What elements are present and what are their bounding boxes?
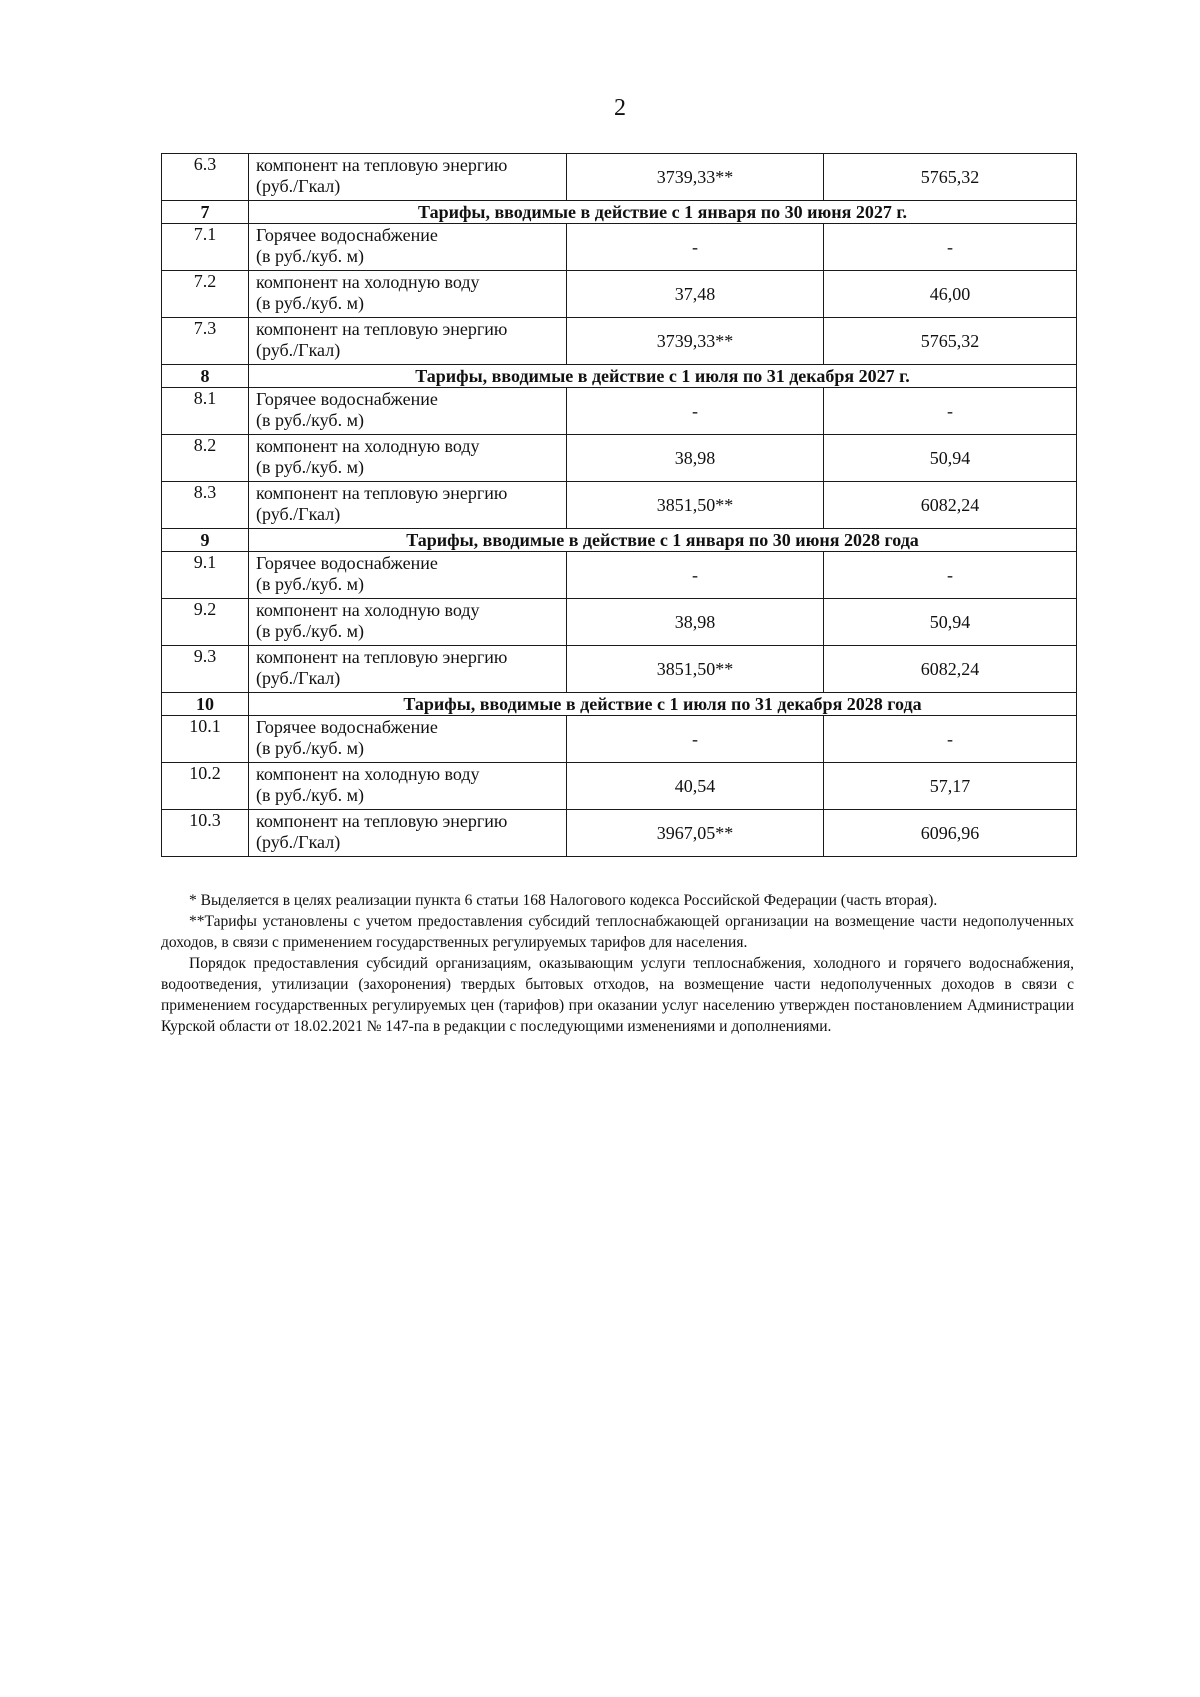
row-name xyxy=(249,224,567,271)
row-value-2: 50,94 xyxy=(824,435,1077,482)
row-name xyxy=(249,763,567,810)
section-title: Тарифы, вводимые в действие с 1 июля по 31 декабря 2027 г. xyxy=(249,365,1077,388)
row-name xyxy=(249,599,567,646)
table-row xyxy=(162,763,1077,810)
table-row xyxy=(162,482,1077,529)
row-name-line: компонент на холодную воду xyxy=(256,600,480,620)
section-title: Тарифы, вводимые в действие с 1 января по 30 июня 2027 г. xyxy=(249,201,1077,224)
row-number: 9.2 xyxy=(162,599,249,646)
footnote-single-star: * Выделяется в целях реализации пункта 6 статьи 168 Налогового кодекса Российской Федерации (часть вторая). xyxy=(189,892,938,909)
row-value-2: - xyxy=(824,224,1077,271)
row-name xyxy=(249,552,567,599)
row-unit-line: (в руб./куб. м) xyxy=(256,574,364,594)
row-number: 7.2 xyxy=(162,271,249,318)
table-row xyxy=(162,154,1077,201)
row-number: 10.1 xyxy=(162,716,249,763)
row-value-2: 46,00 xyxy=(824,271,1077,318)
row-value-2: 6096,96 xyxy=(824,810,1077,857)
row-number: 8.1 xyxy=(162,388,249,435)
row-value-1: 3967,05** xyxy=(567,810,824,857)
table-row xyxy=(162,388,1077,435)
row-value-2: 6082,24 xyxy=(824,646,1077,693)
row-value-1: - xyxy=(567,716,824,763)
row-value-1: 3739,33** xyxy=(567,318,824,365)
row-name xyxy=(249,646,567,693)
row-unit-line: (в руб./куб. м) xyxy=(256,785,364,805)
row-unit-line: (в руб./куб. м) xyxy=(256,410,364,430)
row-name-line: компонент на холодную воду xyxy=(256,764,480,784)
row-name-line: компонент на тепловую энергию xyxy=(256,155,508,175)
table-row xyxy=(162,224,1077,271)
table-row xyxy=(162,318,1077,365)
page-number: 2 xyxy=(614,95,626,121)
row-value-2: - xyxy=(824,716,1077,763)
row-name-line: Горячее водоснабжение xyxy=(256,389,438,409)
row-number: 10.2 xyxy=(162,763,249,810)
row-unit-line: (руб./Гкал) xyxy=(256,176,341,196)
table-row xyxy=(162,271,1077,318)
row-number: 9.1 xyxy=(162,552,249,599)
row-name-line: Горячее водоснабжение xyxy=(256,553,438,573)
row-unit-line: (руб./Гкал) xyxy=(256,504,341,524)
row-name xyxy=(249,482,567,529)
section-number: 7 xyxy=(162,201,249,224)
row-value-2: 6082,24 xyxy=(824,482,1077,529)
row-name xyxy=(249,716,567,763)
row-unit-line: (в руб./куб. м) xyxy=(256,246,364,266)
row-name-line: Горячее водоснабжение xyxy=(256,225,438,245)
row-unit-line: (в руб./куб. м) xyxy=(256,293,364,313)
row-name xyxy=(249,271,567,318)
table-row xyxy=(162,646,1077,693)
row-name-line: компонент на тепловую энергию xyxy=(256,811,508,831)
table-row xyxy=(162,599,1077,646)
subsidy-procedure-note: Порядок предоставления субсидий организациям, оказывающим услуги теплоснабжения, холодного и горячего водоснабжения, водоотведения, утилизации (захоронения) твердых бытовых отходов, на возмещение части недополученных доходов в связи с применением государственных регулируемых цен (тарифов) при оказании услуг населению утвержден постановлением Администрации Курской области от 18.02.2021 № 147-па в редакции с последующими изменениями и дополнениями. xyxy=(161,955,1074,1035)
row-value-1: - xyxy=(567,552,824,599)
row-name-line: компонент на тепловую энергию xyxy=(256,319,508,339)
section-number: 10 xyxy=(162,693,249,716)
row-name xyxy=(249,318,567,365)
table-row xyxy=(162,435,1077,482)
row-value-1: 3739,33** xyxy=(567,154,824,201)
row-name-line: компонент на холодную воду xyxy=(256,272,480,292)
section-title: Тарифы, вводимые в действие с 1 января по 30 июня 2028 года xyxy=(249,529,1077,552)
table-section-row xyxy=(162,365,1077,388)
row-name-line: Горячее водоснабжение xyxy=(256,717,438,737)
table-row xyxy=(162,810,1077,857)
row-name xyxy=(249,154,567,201)
table-row xyxy=(162,716,1077,763)
row-number: 7.1 xyxy=(162,224,249,271)
row-value-2: - xyxy=(824,388,1077,435)
row-value-1: 38,98 xyxy=(567,435,824,482)
row-value-2: - xyxy=(824,552,1077,599)
row-unit-line: (руб./Гкал) xyxy=(256,832,341,852)
row-unit-line: (в руб./куб. м) xyxy=(256,621,364,641)
tariff-table xyxy=(161,153,1077,857)
row-unit-line: (в руб./куб. м) xyxy=(256,738,364,758)
row-unit-line: (руб./Гкал) xyxy=(256,340,341,360)
row-value-1: 3851,50** xyxy=(567,646,824,693)
section-number: 9 xyxy=(162,529,249,552)
row-name xyxy=(249,388,567,435)
row-value-1: 37,48 xyxy=(567,271,824,318)
row-name-line: компонент на холодную воду xyxy=(256,436,480,456)
row-value-1: 3851,50** xyxy=(567,482,824,529)
row-value-2: 5765,32 xyxy=(824,318,1077,365)
row-value-1: - xyxy=(567,388,824,435)
row-number: 7.3 xyxy=(162,318,249,365)
footnote-double-star: **Тарифы установлены с учетом предоставления субсидий теплоснабжающей организации на возмещение части недополученных доходов, в связи с применением государственных регулируемых тарифов для населения. xyxy=(161,913,1074,951)
row-value-2: 5765,32 xyxy=(824,154,1077,201)
row-value-1: - xyxy=(567,224,824,271)
row-number: 8.3 xyxy=(162,482,249,529)
row-value-1: 40,54 xyxy=(567,763,824,810)
row-name-line: компонент на тепловую энергию xyxy=(256,483,508,503)
row-name xyxy=(249,435,567,482)
row-value-2: 50,94 xyxy=(824,599,1077,646)
table-section-row xyxy=(162,529,1077,552)
section-title: Тарифы, вводимые в действие с 1 июля по 31 декабря 2028 года xyxy=(249,693,1077,716)
table-section-row xyxy=(162,693,1077,716)
row-number: 8.2 xyxy=(162,435,249,482)
row-unit-line: (в руб./куб. м) xyxy=(256,457,364,477)
tariff-table-body xyxy=(162,154,1077,857)
table-row xyxy=(162,552,1077,599)
row-value-1: 38,98 xyxy=(567,599,824,646)
row-name-line: компонент на тепловую энергию xyxy=(256,647,508,667)
row-number: 10.3 xyxy=(162,810,249,857)
table-section-row xyxy=(162,201,1077,224)
row-number: 6.3 xyxy=(162,154,249,201)
footnotes xyxy=(161,890,1074,1037)
row-value-2: 57,17 xyxy=(824,763,1077,810)
row-name xyxy=(249,810,567,857)
row-number: 9.3 xyxy=(162,646,249,693)
section-number: 8 xyxy=(162,365,249,388)
row-unit-line: (руб./Гкал) xyxy=(256,668,341,688)
